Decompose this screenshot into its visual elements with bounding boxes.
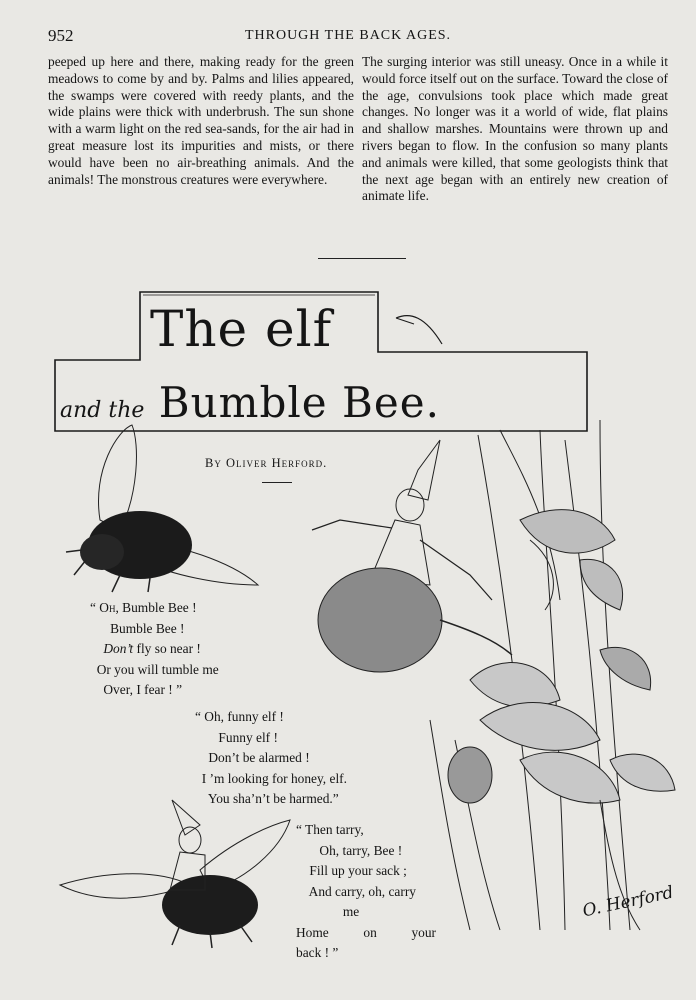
stanza-3-line: And carry, oh, carry [296, 883, 416, 899]
grass-and-leaves-drawing [430, 420, 675, 930]
left-paragraph: peeped up here and there, making ready for the green meadows to come by and by. Palms and lilies appeared, the swamps were covered with reedy plants, and the wide plains were thick with underbrush. The sun shone with a warm light on the red sea-sands, for the air had in great measure lost its impurities and mists, or there would have been no air-breathing animals. And the animals! The monstrous creatures were everywhere. [48, 54, 354, 187]
stanza-1-line: “ Oh, Bumble Bee ! [90, 600, 197, 615]
stanza-3-line: me [296, 904, 360, 919]
poem-title-line1: The elf [150, 300, 333, 358]
stanza-2-line: Don’t be alarmed ! [195, 750, 310, 765]
stanza-3-line: Fill up your sack ; [296, 863, 407, 878]
stanza-3-line: Oh, tarry, Bee ! [296, 842, 403, 858]
stanza-1-line: Don’t fly so near ! [103, 641, 201, 656]
stanza-1-line: Bumble Bee ! [110, 620, 185, 636]
stanza-2-line: I ’m looking for honey, elf. [195, 770, 347, 786]
right-paragraph: The surging interior was still uneasy. Once in a while it would force itself out on the surface. Toward the close of the age, convulsions took place which made great changes. No longer was it a world of wide, flat plains and shallow marshes. Mountains were thrown up and rivers began to flow. In the confusion so many plants and animals were killed, that some geologists think that the next age began with an entirely new creation of animate life. [362, 54, 668, 204]
title-connector: and the [60, 398, 145, 423]
running-title: THROUGH THE BACK AGES. [244, 28, 452, 43]
bumble-bee-drawing [66, 425, 258, 592]
byline: By Oliver Herford. [205, 456, 328, 470]
artist-signature: O. Herford [580, 882, 676, 922]
byline-divider [262, 482, 292, 483]
stanza-3-justified-line: Home on your [296, 924, 436, 940]
title-bumble-bee: Bumble Bee. [158, 378, 440, 427]
stanza-1-line: Or you will tumble me [96, 661, 219, 677]
page-number: 952 [48, 26, 74, 45]
stanza-2-line: “ Oh, funny elf ! [195, 709, 284, 724]
stanza-2-line: Funny elf ! [195, 729, 278, 745]
stanza-3 [296, 820, 436, 964]
stanza-3-line: “ Then tarry, [296, 822, 364, 837]
stanza-3-line: back ! ” [296, 945, 339, 960]
poem-title-line2 [60, 378, 440, 427]
stanza-1-line: Over, I fear ! ” [103, 682, 183, 697]
elf-riding-bee-drawing [60, 800, 290, 948]
stanza-2 [195, 707, 347, 810]
stanza-2-line: You sha’n’t be harmed.” [195, 791, 339, 806]
stanza-1 [90, 598, 219, 701]
elf-on-clover-drawing [312, 440, 512, 672]
